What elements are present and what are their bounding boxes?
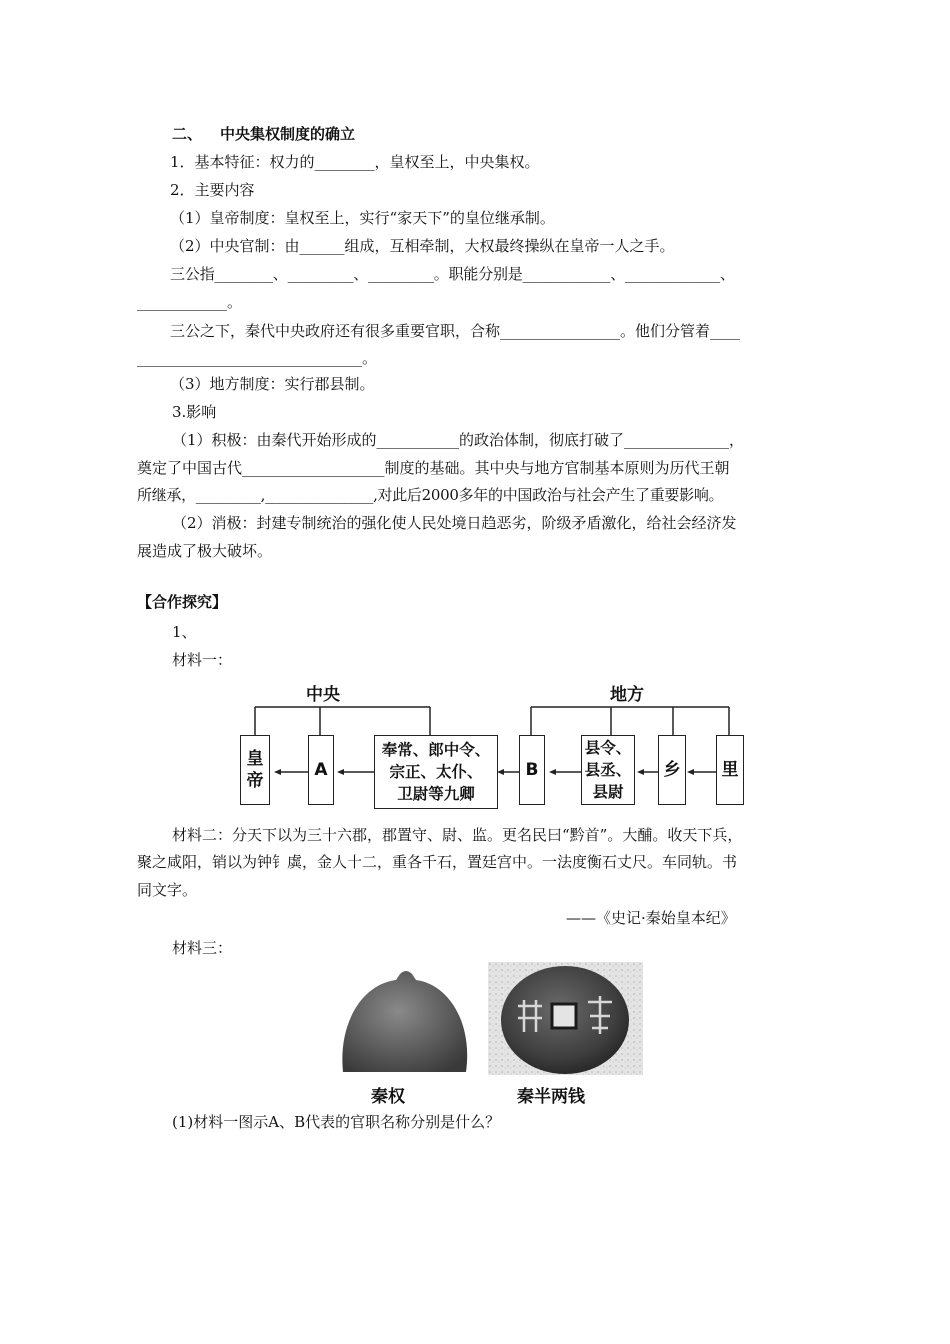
county-officials-box xyxy=(581,735,635,805)
local-label: 地方 xyxy=(610,685,644,705)
text-line: （3）地方制度：实行郡县制。 xyxy=(170,375,375,393)
ministers-line: 卫尉等九卿 xyxy=(397,785,475,803)
qin-coin-image xyxy=(488,962,643,1075)
emperor-box xyxy=(240,735,270,805)
text-line: 展造成了极大破坏。 xyxy=(137,542,273,560)
text-line: ____________。 xyxy=(137,293,243,311)
coop-title: 【合作探究】 xyxy=(137,593,228,611)
b-label: B xyxy=(525,760,539,780)
question-number: 1、 xyxy=(172,623,197,641)
qin-weight-image xyxy=(342,971,467,1072)
text-line: 2．主要内容 xyxy=(170,181,255,199)
nine-ministers-box xyxy=(374,735,498,809)
county-line: 县令、 xyxy=(584,739,632,757)
question-text: (1)材料一图示A、B代表的官职名称分别是什么？ xyxy=(172,1113,501,1131)
coin-caption: 秦半两钱 xyxy=(517,1087,585,1107)
text-line: 3.影响 xyxy=(172,403,217,421)
county-line: 县尉 xyxy=(592,783,624,801)
a-box xyxy=(308,735,334,805)
material-two-line: 聚之咸阳，销以为钟钅虡，金人十二，重各千石，置廷宫中。一法度衡石丈尺。车同轨。书 xyxy=(137,853,738,871)
ministers-line: 奉常、郎中令、 xyxy=(381,741,491,759)
text-line: ______________________________。 xyxy=(137,349,378,367)
a-label: A xyxy=(314,760,328,780)
artifact-images xyxy=(338,962,643,1080)
emperor-label: 皇帝 xyxy=(246,749,264,791)
xiang-box xyxy=(658,735,686,805)
section-title: 中央集权制度的确立 xyxy=(220,125,356,143)
county-line: 县丞、 xyxy=(584,761,632,779)
ministers-line: 宗正、太仆、 xyxy=(389,763,483,781)
section-number: 二、 xyxy=(172,125,203,143)
text-line: （2）消极：封建专制统治的强化使人民处境日趋恶劣，阶级矛盾激化，给社会经济发 xyxy=(172,514,737,532)
central-label: 中央 xyxy=(306,685,340,705)
material-label: 材料三： xyxy=(172,939,233,957)
text-line: 三公指________、_________、_________。职能分别是____________、_____________、 xyxy=(170,265,735,283)
li-label: 里 xyxy=(721,760,739,780)
text-line: （2）中央官制：由______组成，互相牵制，大权最终操纵在皇帝一人之手。 xyxy=(170,237,675,255)
admin-structure-diagram xyxy=(230,672,750,812)
text-line: 1．基本特征：权力的________，皇权至上，中央集权。 xyxy=(170,153,540,171)
text-line: 三公之下，秦代中央政府还有很多重要官职，合称________________。他们分管着____ xyxy=(170,322,741,340)
text-line: （1）积极：由秦代开始形成的___________的政治体制，彻底打破了______________， xyxy=(172,431,745,449)
source-citation: ——《史记·秦始皇本纪》 xyxy=(566,909,736,927)
b-box xyxy=(519,735,545,805)
material-two-line: 同文字。 xyxy=(137,881,198,899)
xiang-label: 乡 xyxy=(663,760,681,780)
material-two-line: 材料二：分天下以为三十六郡，郡置守、尉、监。更名民曰“黔首”。大酺。收天下兵， xyxy=(172,826,743,844)
material-label: 材料一： xyxy=(172,651,233,669)
text-line: 奠定了中国古代___________________制度的基础。其中央与地方官制基本原则为历代王朝 xyxy=(137,459,730,477)
weight-caption: 秦权 xyxy=(371,1087,405,1107)
li-box xyxy=(716,735,744,805)
text-line: （1）皇帝制度：皇权至上，实行“家天下”的皇位继承制。 xyxy=(170,209,555,227)
text-line: 所继承，_________,_______________,对此后2000多年的中国政治与社会产生了重要影响。 xyxy=(137,486,724,504)
